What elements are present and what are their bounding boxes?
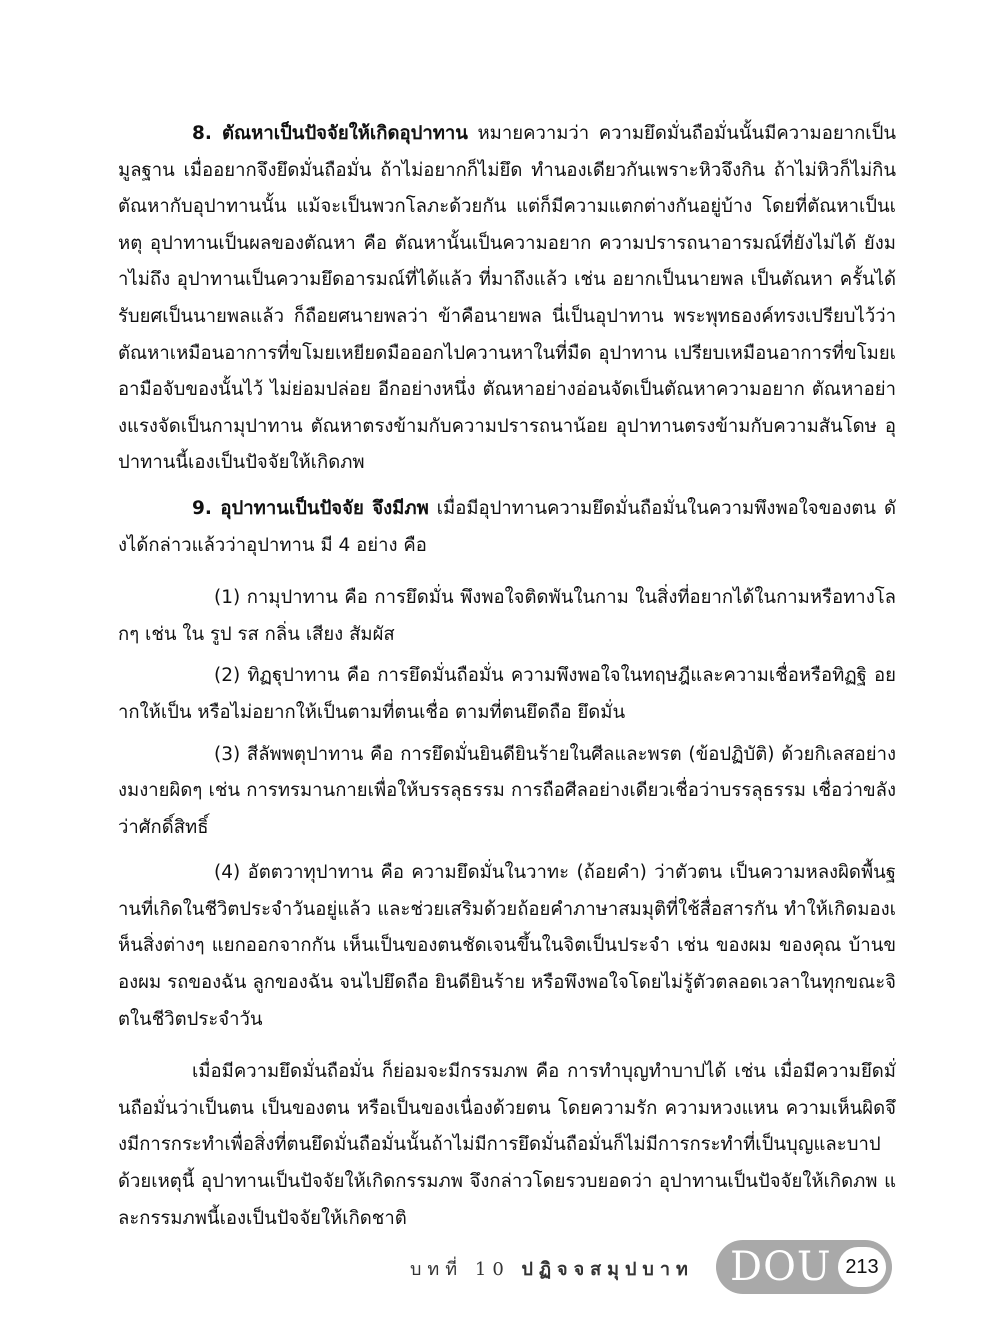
page-footer	[0, 1240, 1000, 1300]
paragraph-8-text: หมายความว่า ความยึดมั่นถือมั่นนั้นมีความอยากเป็นมูลฐาน เมื่ออยากจึงยึดมั่นถือมั่น ถ้าไม่อยากก็ไม่ยึด ทำนองเดียวกันเพราะหิวจึงกิน ถ้าไม่หิวก็ไม่กิน ตัณหากับอุปาทานนั้น แม้จะเป็นพวกโลภะด้วยกัน แต่ก็มีความแตกต่างกันอยู่บ้าง โดยที่ตัณหาเป็นเหตุ อุปาทานเป็นผลของตัณหา คือ ตัณหานั้นเป็นความอยาก ความปรารถนาอารมณ์ที่ยังไม่ได้ ยังมาไม่ถึง อุปาทานเป็นความยึดอารมณ์ที่ได้แล้ว ที่มาถึงแล้ว เช่น อยากเป็นนายพล เป็นตัณหา ครั้นได้รับยศเป็นนายพลแล้ว ก็ถือยศนายพลว่า ข้าคือนายพล นี่เป็นอุปาทาน พระพุทธองค์ทรงเปรียบไว้ว่า ตัณหาเหมือนอาการที่ขโมยเหยียดมือออกไปควานหาในที่มืด อุปาทาน เปรียบเหมือนอาการที่ขโมยเอามือจับของนั้นไว้ ไม่ย่อมปล่อย อีกอย่างหนึ่ง ตัณหาอย่างอ่อนจัดเป็นตัณหาความอยาก ตัณหาอย่างแรงจัดเป็นกามุปาทาน ตัณหาตรงข้ามกับความปรารถนาน้อย อุปาทานตรงข้ามกับความสันโดษ อุปาทานนี้เองเป็นปัจจัยให้เกิดภพ	[118, 123, 896, 474]
paragraph-kammabhava: เมื่อมีความยึดมั่นถือมั่น ก็ย่อมจะมีกรรมภพ คือ การทำบุญทำบาปได้ เช่น เมื่อมีความยึดมั่นถือมั่นว่าเป็นตน เป็นของตน หรือเป็นของเนื่องด้วยตน โดยความรัก ความหวงแหน ความเห็นผิดจึงมีการกระทำเพื่อสิ่งที่ตนยึดมั่นถือมั่นนั้นถ้าไม่มีการยึดมั่นถือมั่นก็ไม่มีการกระทำที่เป็นบุญและบาป ด้วยเหตุนี้ อุปาทานเป็นปัจจัยให้เกิดกรรมภพ จึงกล่าวโดยรวบยอดว่า อุปาทานเป็นปัจจัยให้เกิดภพ และกรรมภพนี้เองเป็นปัจจัยให้เกิดชาติ	[118, 1061, 896, 1229]
dou-logo: DOU	[730, 1244, 832, 1290]
page-body	[118, 116, 896, 1237]
page-badge	[716, 1240, 892, 1294]
page-number: 213	[838, 1247, 886, 1287]
list-item-ditthupadana: (2) ทิฏฐุปาทาน คือ การยึดมั่นถือมั่น ความพึงพอใจในทฤษฎีและความเชื่อหรือทิฏฐิ อยากให้เป็น หรือไม่อยากให้เป็นตามที่ตนเชื่อ ตามที่ตนยึดถือ ยึดมั่น	[118, 665, 896, 723]
chapter-number: บทที่ 10	[410, 1259, 510, 1280]
paragraph-tanha	[118, 116, 896, 482]
chapter-label	[410, 1254, 694, 1283]
list-item-kamupadana: (1) กามุปาทาน คือ การยึดมั่น พึงพอใจติดพันในกาม ในสิ่งที่อยากได้ในกามหรือทางโลกๆ เช่น ใน รูป รส กลิ่น เสียง สัมผัส	[118, 587, 896, 645]
list-item-silabbatupadana: (3) สีลัพพตุปาทาน คือ การยึดมั่นยินดียินร้ายในศีลและพรต (ข้อปฏิบัติ) ด้วยกิเลสอย่างงมงายผิดๆ เช่น การทรมานกายเพื่อให้บรรลุธรรม การถือศีลอย่างเดียวเชื่อว่าบรรลุธรรม เชื่อว่าขลัง ว่าศักดิ์สิทธิ์	[118, 743, 896, 838]
heading-8: 8. ตัณหาเป็นปัจจัยให้เกิดอุปาทาน	[192, 123, 468, 144]
list-item-attavadupadana: (4) อัตตวาทุปาทาน คือ ความยึดมั่นในวาทะ (ถ้อยคำ) ว่าตัวตน เป็นความหลงผิดพื้นฐานที่เกิดในชีวิตประจำวันอยู่แล้ว และช่วยเสริมด้วยถ้อยคำภาษาสมมุติที่ใช้สื่อสารกัน ทำให้เกิดมองเห็นสิ่งต่างๆ แยกออกจากกัน เห็นเป็นของตนชัดเจนขึ้นในจิตเป็นประจำ เช่น ของผม ของคุณ บ้านของผม รถของฉัน ลูกของฉัน จนไปยึดถือ ยินดียินร้าย หรือพึงพอใจโดยไม่รู้ตัวตลอดเวลาในทุกขณะจิตในชีวิตประจำวัน	[118, 862, 896, 1030]
paragraph-upadana	[118, 491, 896, 564]
paragraph-9-text: เมื่อมีอุปาทานความยึดมั่นถือมั่นในความพึงพอใจของตน ดังได้กล่าวแล้วว่าอุปาทาน มี 4 อย่าง คือ	[118, 497, 896, 556]
heading-9: 9. อุปาทานเป็นปัจจัย จึงมีภพ	[192, 497, 429, 519]
chapter-title: ปฏิจจสมุปบาท	[521, 1259, 694, 1280]
